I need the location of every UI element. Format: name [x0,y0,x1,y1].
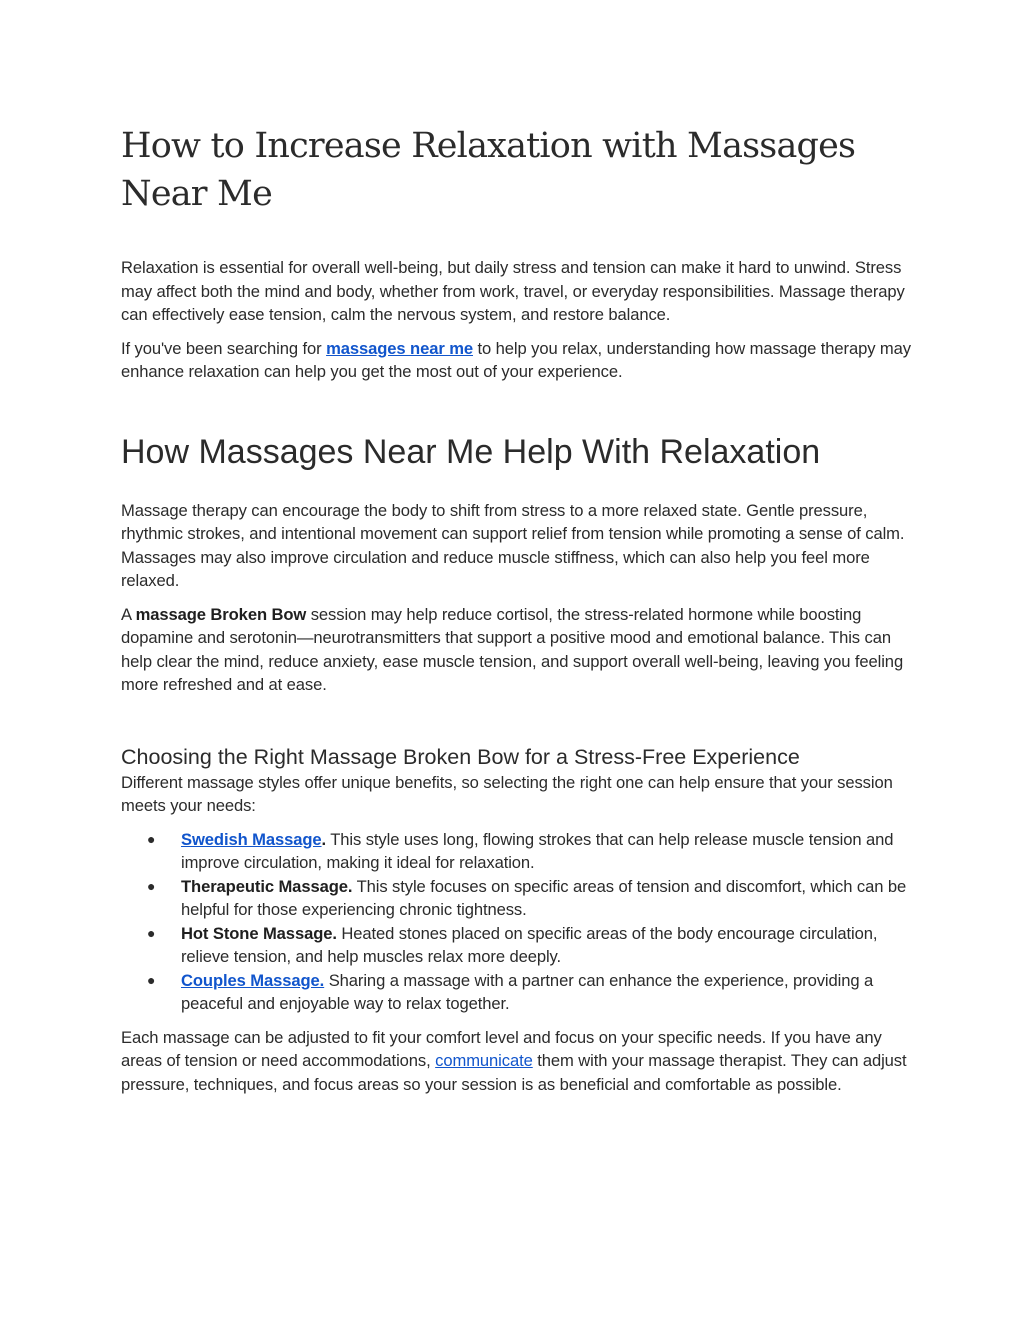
section1-heading: How Massages Near Me Help With Relaxation [121,432,821,471]
closing-text-before: Each massage can be adjusted to fit your comfort level and focus on your specific needs. If you have any areas of tension or need accommodations, [121,1027,882,1070]
section2-heading: Choosing the Right Massage Broken Bow for a Stress-Free Experience [121,744,800,769]
swedish-massage-link[interactable]: Swedish Massage [181,829,322,849]
list-item-text: Heated stones placed on specific areas of the body encourage circulation, relieve tension, and help muscles relax more deeply. [181,923,878,966]
communicate-link[interactable]: communicate [435,1051,533,1070]
section2-intro: Different massage styles offer unique benefits, so selecting the right one can help ensure that your session meets your needs: [121,772,893,815]
swedish-massage-period: . [321,829,327,849]
therapeutic-massage-label: Therapeutic Massage. [181,876,353,896]
intro-paragraph: Relaxation is essential for overall well-being, but daily stress and tension can make it hard to unwind. Stress may affect both the mind and body, whether from work, travel, or everyday responsibilities. Massage therapy can effectively ease tension, calm the nervous system, and restore balance. [121,258,905,324]
bullet-icon: ● [147,924,156,941]
section2-closing-paragraph [121,1026,911,1097]
bullet-icon: ● [147,877,156,894]
couples-massage-link[interactable]: Couples Massage. [181,970,325,990]
closing-text-after: them with your massage therapist. They can adjust pressure, techniques, and focus areas so your session is as beneficial and comfortable as possible. [121,1051,907,1094]
intro-paragraph-2 [121,337,911,384]
list-item-text: This style uses long, flowing strokes that can help release muscle tension and improve circulation, making it ideal for relaxation. [181,829,894,872]
massages-near-me-link[interactable]: massages near me [326,338,473,358]
section1-paragraph-1: Massage therapy can encourage the body to shift from stress to a more relaxed state. Gentle pressure, rhythmic strokes, and intentional movement can support relief from tension while promoting a sense of calm. Massages may also improve circulation and reduce muscle stiffness, which can also help you feel more relaxed. [121,500,905,590]
list-item [121,875,911,922]
list-item [121,828,911,875]
list-item-text: Sharing a massage with a partner can enhance the experience, providing a peaceful and enjoyable way to relax together. [181,970,874,1013]
list-item [121,922,911,969]
massage-styles-list [121,828,911,1016]
bullet-icon: ● [147,971,156,988]
section1-paragraph-2 [121,603,911,697]
document-title: How to Increase Relaxation with Massages Near Me [121,126,856,214]
intro-p2-text-before: If you've been searching for [121,338,327,358]
bullet-icon: ● [147,830,156,847]
document-content [121,122,911,1096]
section1-p2-text-before: A [121,604,136,624]
hot-stone-massage-label: Hot Stone Massage. [181,923,337,943]
section1-p2-text-after: session may help reduce cortisol, the stress-related hormone while boosting dopamine and serotonin—neurotransmitters that support a positive mood and emotional balance. This can help clear the mind, reduce anxiety, ease muscle tension, and support overall well-being, leaving you feeling more refreshed and at ease. [121,604,904,694]
massage-broken-bow-bold: massage Broken Bow [135,604,307,624]
list-item-text: This style focuses on specific areas of tension and discomfort, which can be helpful for those experiencing chronic tightness. [181,876,907,919]
intro-p2-text-after: to help you relax, understanding how massage therapy may enhance relaxation can help you get the most out of your experience. [121,338,911,381]
list-item [121,969,911,1016]
